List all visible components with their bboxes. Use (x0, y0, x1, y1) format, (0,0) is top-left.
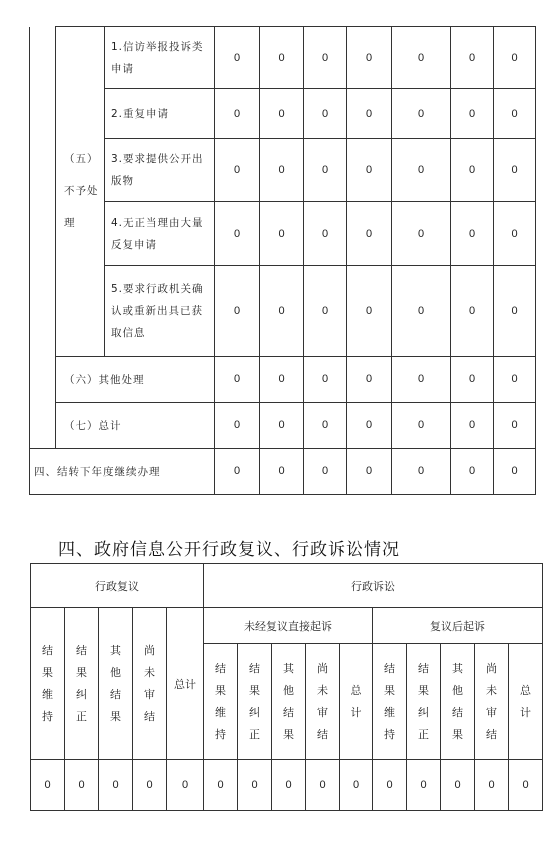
value-cell: 0 (451, 402, 494, 448)
value-cell: 0 (475, 760, 509, 811)
review-litigation-table (30, 563, 543, 811)
value-cell: 0 (509, 760, 543, 811)
value-cell: 0 (340, 760, 373, 811)
value-cell: 0 (306, 760, 340, 811)
value-cell: 0 (260, 356, 304, 402)
after-review-header: 复议后起诉 (373, 608, 543, 644)
value-cell: 0 (392, 356, 451, 402)
value-cell: 0 (304, 266, 347, 356)
value-cell: 0 (167, 760, 204, 811)
other-label: （六）其他处理 (56, 356, 215, 402)
value-cell: 0 (260, 139, 304, 202)
value-cell: 0 (215, 139, 260, 202)
value-cell: 0 (304, 139, 347, 202)
value-cell: 0 (451, 139, 494, 202)
value-cell: 0 (451, 202, 494, 266)
value-cell: 0 (347, 402, 392, 448)
value-cell: 0 (304, 89, 347, 139)
value-cell: 0 (392, 202, 451, 266)
value-cell: 0 (260, 27, 304, 89)
value-cell: 0 (392, 139, 451, 202)
value-cell: 0 (215, 202, 260, 266)
value-cell: 0 (494, 139, 536, 202)
value-cell: 0 (215, 89, 260, 139)
value-cell: 0 (215, 266, 260, 356)
review-col-pending: 尚未审结 (133, 608, 167, 760)
total-label: （七）总计 (56, 402, 215, 448)
direct-col-corrected: 结果纠正 (238, 644, 272, 760)
review-col-corrected: 结果纠正 (65, 608, 99, 760)
row-label: 3.要求提供公开出版物 (105, 139, 215, 202)
row-label: 4.无正当理由大量反复申请 (105, 202, 215, 266)
value-cell: 0 (347, 27, 392, 89)
value-cell: 0 (304, 356, 347, 402)
value-cell: 0 (238, 760, 272, 811)
value-cell: 0 (392, 402, 451, 448)
after-col-other: 其他结果 (441, 644, 475, 760)
processing-table (29, 26, 536, 495)
value-cell: 0 (260, 448, 304, 494)
direct-col-upheld: 结果维持 (204, 644, 238, 760)
litigation-header: 行政诉讼 (204, 564, 543, 608)
value-cell: 0 (215, 448, 260, 494)
value-cell: 0 (347, 448, 392, 494)
value-cell: 0 (260, 89, 304, 139)
after-col-upheld: 结果维持 (373, 644, 407, 760)
value-cell: 0 (31, 760, 65, 811)
value-cell: 0 (304, 27, 347, 89)
carry-over-label: 四、结转下年度继续办理 (30, 448, 215, 494)
section-title: 四、政府信息公开行政复议、行政诉讼情况 (58, 540, 400, 560)
value-cell: 0 (451, 266, 494, 356)
after-col-pending: 尚未审结 (475, 644, 509, 760)
value-cell: 0 (392, 27, 451, 89)
after-col-total: 总计 (509, 644, 543, 760)
value-cell: 0 (407, 760, 441, 811)
value-cell: 0 (272, 760, 306, 811)
row-label: 1.信访举报投诉类申请 (105, 27, 215, 89)
outer-blank-cell (30, 27, 56, 449)
value-cell: 0 (347, 139, 392, 202)
value-cell: 0 (347, 89, 392, 139)
direct-col-other: 其他结果 (272, 644, 306, 760)
value-cell: 0 (260, 266, 304, 356)
category-cell (56, 27, 105, 357)
row-label: 2.重复申请 (105, 89, 215, 139)
value-cell: 0 (451, 448, 494, 494)
value-cell: 0 (215, 356, 260, 402)
direct-col-total: 总计 (340, 644, 373, 760)
value-cell: 0 (451, 89, 494, 139)
value-cell: 0 (215, 27, 260, 89)
value-cell: 0 (304, 202, 347, 266)
value-cell: 0 (347, 356, 392, 402)
direct-col-pending: 尚未审结 (306, 644, 340, 760)
value-cell: 0 (451, 356, 494, 402)
after-col-corrected: 结果纠正 (407, 644, 441, 760)
value-cell: 0 (204, 760, 238, 811)
direct-suit-header: 未经复议直接起诉 (204, 608, 373, 644)
category-label: （五）不予处理 (64, 153, 99, 230)
review-col-total: 总计 (167, 608, 204, 760)
value-cell: 0 (494, 202, 536, 266)
value-cell: 0 (494, 402, 536, 448)
value-cell: 0 (347, 202, 392, 266)
value-cell: 0 (373, 760, 407, 811)
value-cell: 0 (133, 760, 167, 811)
value-cell: 0 (99, 760, 133, 811)
value-cell: 0 (494, 448, 536, 494)
value-cell: 0 (494, 89, 536, 139)
value-cell: 0 (392, 266, 451, 356)
value-cell: 0 (494, 266, 536, 356)
value-cell: 0 (304, 448, 347, 494)
value-cell: 0 (260, 402, 304, 448)
value-cell: 0 (215, 402, 260, 448)
value-cell: 0 (347, 266, 392, 356)
review-col-other: 其他结果 (99, 608, 133, 760)
value-cell: 0 (494, 27, 536, 89)
value-cell: 0 (260, 202, 304, 266)
value-cell: 0 (451, 27, 494, 89)
review-col-upheld: 结果维持 (31, 608, 65, 760)
value-cell: 0 (441, 760, 475, 811)
value-cell: 0 (65, 760, 99, 811)
value-cell: 0 (392, 448, 451, 494)
value-cell: 0 (304, 402, 347, 448)
review-header: 行政复议 (31, 564, 204, 608)
row-label: 5.要求行政机关确认或重新出具已获取信息 (105, 266, 215, 356)
value-cell: 0 (392, 89, 451, 139)
value-cell: 0 (494, 356, 536, 402)
